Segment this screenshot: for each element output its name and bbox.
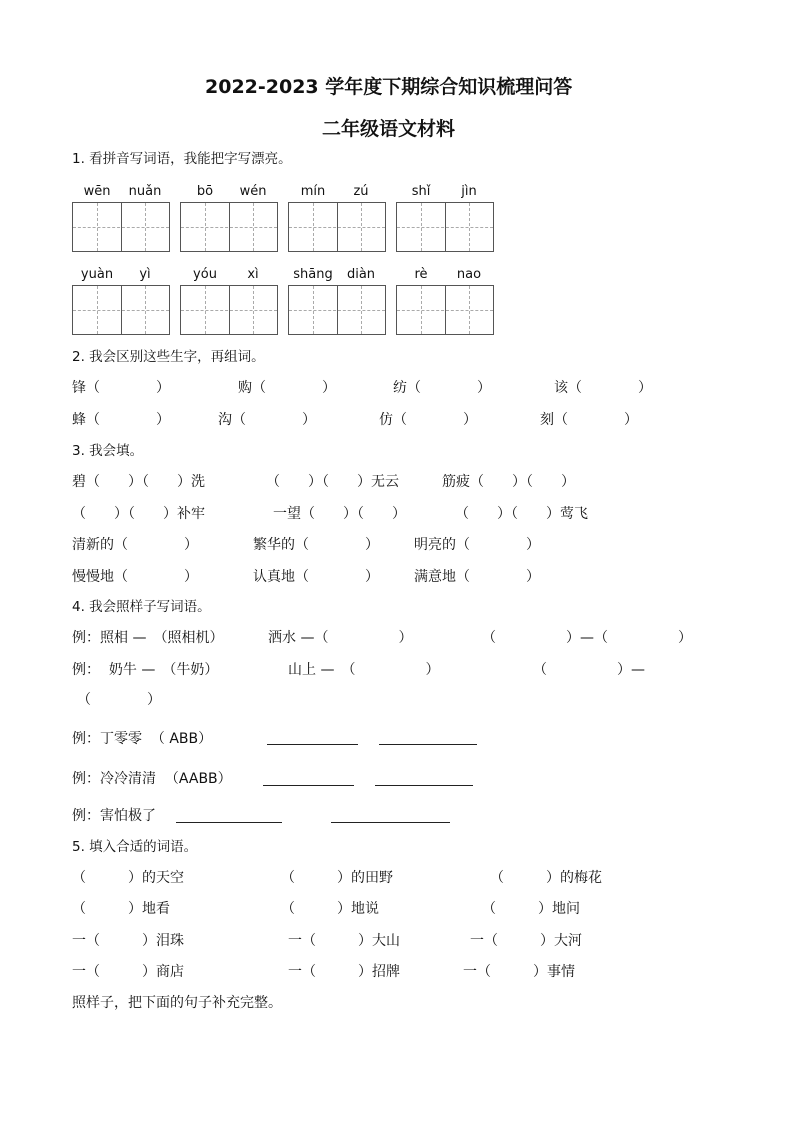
fill-item: （ ）（ ）莺飞 — [455, 506, 588, 522]
writing-grid[interactable] — [180, 285, 278, 335]
writing-grid[interactable] — [72, 202, 170, 252]
pinyin-label: wén — [239, 184, 267, 199]
answer-blank[interactable] — [267, 744, 358, 745]
answer-blank[interactable] — [375, 785, 473, 786]
writing-grid[interactable] — [288, 202, 386, 252]
pinyin-label: nao — [456, 267, 482, 282]
fill-item: 山上 — （ ） — [288, 662, 440, 678]
fill-item: 洒水 —（ ） — [268, 630, 413, 646]
example-line: 例：照相 — （照相机） — [72, 630, 224, 646]
fill-item: （ ）（ ）无云 — [266, 474, 399, 490]
question-2-heading: 2. 我会区别这些生字，再组词。 — [72, 349, 265, 365]
question-1-heading: 1. 看拼音写词语，我能把字写漂亮。 — [72, 151, 292, 167]
fill-item: 一（ ）泪珠 — [72, 933, 184, 949]
fill-item: 该（ ） — [554, 380, 652, 396]
fill-item: （ ）的天空 — [72, 870, 184, 886]
question-4-heading: 4. 我会照样子写词语。 — [72, 599, 211, 615]
pinyin-label: rè — [414, 267, 428, 282]
writing-grid[interactable] — [396, 202, 494, 252]
pinyin-label: diàn — [346, 267, 376, 282]
fill-item: （ ）地问 — [482, 901, 580, 917]
fill-item: 一（ ）事情 — [463, 964, 575, 980]
pinyin-label: xì — [247, 267, 259, 282]
writing-grid[interactable] — [180, 202, 278, 252]
fill-item: 锋（ ） — [72, 380, 170, 396]
pinyin-label: jìn — [461, 184, 477, 199]
fill-item: （ ）（ ）补牢 — [72, 506, 205, 522]
fill-item: 沟（ ） — [218, 412, 316, 428]
fill-item: 筋疲（ ）（ ） — [442, 474, 575, 490]
fill-item: 一望（ ）（ ） — [273, 506, 406, 522]
fill-item: 蜂（ ） — [72, 412, 170, 428]
fill-item: （ ）地看 — [72, 901, 170, 917]
pinyin-label: shǐ — [411, 184, 431, 199]
page-title: 2022-2023 学年度下期综合知识梳理问答 — [205, 76, 573, 98]
fill-item: 仿（ ） — [379, 412, 477, 428]
fill-item: 明亮的（ ） — [414, 537, 540, 553]
fill-item: （ ）的田野 — [281, 870, 393, 886]
fill-item: 纺（ ） — [393, 380, 491, 396]
fill-item: （ ） — [77, 692, 161, 708]
page-subtitle: 二年级语文材料 — [322, 118, 456, 140]
fill-item: 认真地（ ） — [253, 569, 379, 585]
fill-item: 一（ ）招牌 — [288, 964, 400, 980]
example-line: 例：丁零零 （ ABB） — [72, 731, 213, 747]
writing-grid[interactable] — [396, 285, 494, 335]
instruction-line: 照样子，把下面的句子补充完整。 — [72, 995, 282, 1011]
fill-item: 一（ ）商店 — [72, 964, 184, 980]
fill-item: 清新的（ ） — [72, 537, 198, 553]
pinyin-label: bō — [196, 184, 214, 199]
fill-item: 慢慢地（ ） — [72, 569, 198, 585]
fill-item: 一（ ）大山 — [288, 933, 400, 949]
pinyin-label: yuàn — [80, 267, 114, 282]
fill-item: 满意地（ ） — [414, 569, 540, 585]
fill-item: （ ）—（ ） — [482, 630, 692, 646]
pinyin-label: wēn — [83, 184, 111, 199]
example-line: 例：冷冷清清 （AABB） — [72, 771, 232, 787]
fill-item: 购（ ） — [238, 380, 336, 396]
writing-grid[interactable] — [72, 285, 170, 335]
fill-item: （ ）— — [533, 662, 645, 678]
fill-item: 刻（ ） — [540, 412, 638, 428]
example-line: 例： 奶牛 — （牛奶） — [72, 662, 219, 678]
pinyin-label: nuǎn — [128, 184, 162, 199]
pinyin-label: yì — [139, 267, 151, 282]
fill-item: （ ）的梅花 — [490, 870, 602, 886]
writing-grid[interactable] — [288, 285, 386, 335]
question-3-heading: 3. 我会填。 — [72, 443, 144, 459]
fill-item: （ ）地说 — [281, 901, 379, 917]
pinyin-label: zú — [353, 184, 369, 199]
answer-blank[interactable] — [331, 822, 450, 823]
answer-blank[interactable] — [379, 744, 477, 745]
answer-blank[interactable] — [263, 785, 354, 786]
fill-item: 繁华的（ ） — [253, 537, 379, 553]
question-5-heading: 5. 填入合适的词语。 — [72, 839, 198, 855]
fill-item: 碧（ ）（ ）洗 — [72, 474, 205, 490]
pinyin-label: shāng — [293, 267, 333, 282]
pinyin-label: mín — [300, 184, 326, 199]
answer-blank[interactable] — [176, 822, 282, 823]
example-line: 例：害怕极了 — [72, 808, 156, 824]
fill-item: 一（ ）大河 — [470, 933, 582, 949]
pinyin-label: yóu — [193, 267, 217, 282]
